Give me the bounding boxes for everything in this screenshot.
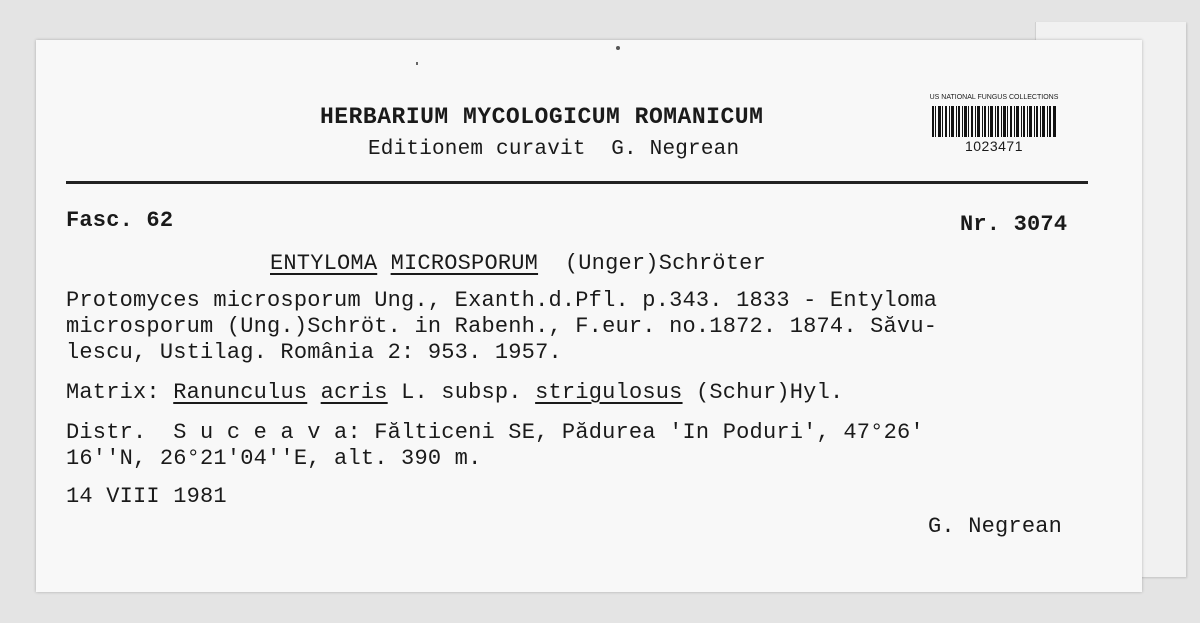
barcode-label	[924, 94, 1064, 156]
herbarium-label	[36, 40, 1142, 592]
synonymy-line: lescu, Ustilag. România 2: 953. 1957.	[66, 340, 562, 365]
barcode-header: US NATIONAL FUNGUS COLLECTIONS	[929, 94, 1059, 101]
distribution-coordinates: 16''N, 26°21'04''E, alt. 390 m.	[66, 446, 482, 471]
specks-2	[416, 62, 418, 65]
taxon-species: MICROSPORUM	[390, 251, 539, 276]
host-rank: L. subsp.	[401, 380, 522, 405]
distribution-locality: Fălticeni SE, Pădurea 'In Poduri', 47°26'	[374, 420, 924, 445]
host-subspecies: strigulosus	[535, 380, 683, 405]
taxon-genus: ENTYLOMA	[270, 251, 378, 276]
collector: G. Negrean	[928, 514, 1063, 539]
exsiccata-number: Nr. 3074	[960, 212, 1068, 237]
herbarium-title: HERBARIUM MYCOLOGICUM ROMANICUM	[320, 104, 764, 130]
collection-date: 14 VIII 1981	[66, 484, 227, 509]
host-species: acris	[320, 380, 388, 405]
fascicle: Fasc. 62	[66, 208, 174, 233]
taxon-name	[270, 251, 766, 277]
matrix-label: Matrix:	[66, 380, 160, 405]
taxon-author: (Unger)Schröter	[564, 251, 766, 276]
matrix-line	[66, 380, 843, 406]
distribution-label: Distr.	[66, 420, 147, 445]
distribution-line	[66, 420, 924, 446]
synonymy-line: microsporum (Ung.)Schröt. in Rabenh., F.eur. no.1872. 1874. Săvu-	[66, 314, 938, 339]
barcode	[932, 106, 1056, 137]
host-author: (Schur)Hyl.	[695, 380, 844, 405]
specks	[616, 46, 620, 50]
host-genus: Ranunculus	[173, 380, 308, 405]
barcode-number: 1023471	[964, 138, 1023, 154]
header-divider	[66, 181, 1088, 184]
synonymy-line: Protomyces microsporum Ung., Exanth.d.Pfl. p.343. 1833 - Entyloma	[66, 288, 938, 313]
distribution-county: S u c e a v a:	[173, 420, 361, 445]
editor-line: Editionem curavit G. Negrean	[368, 138, 740, 161]
